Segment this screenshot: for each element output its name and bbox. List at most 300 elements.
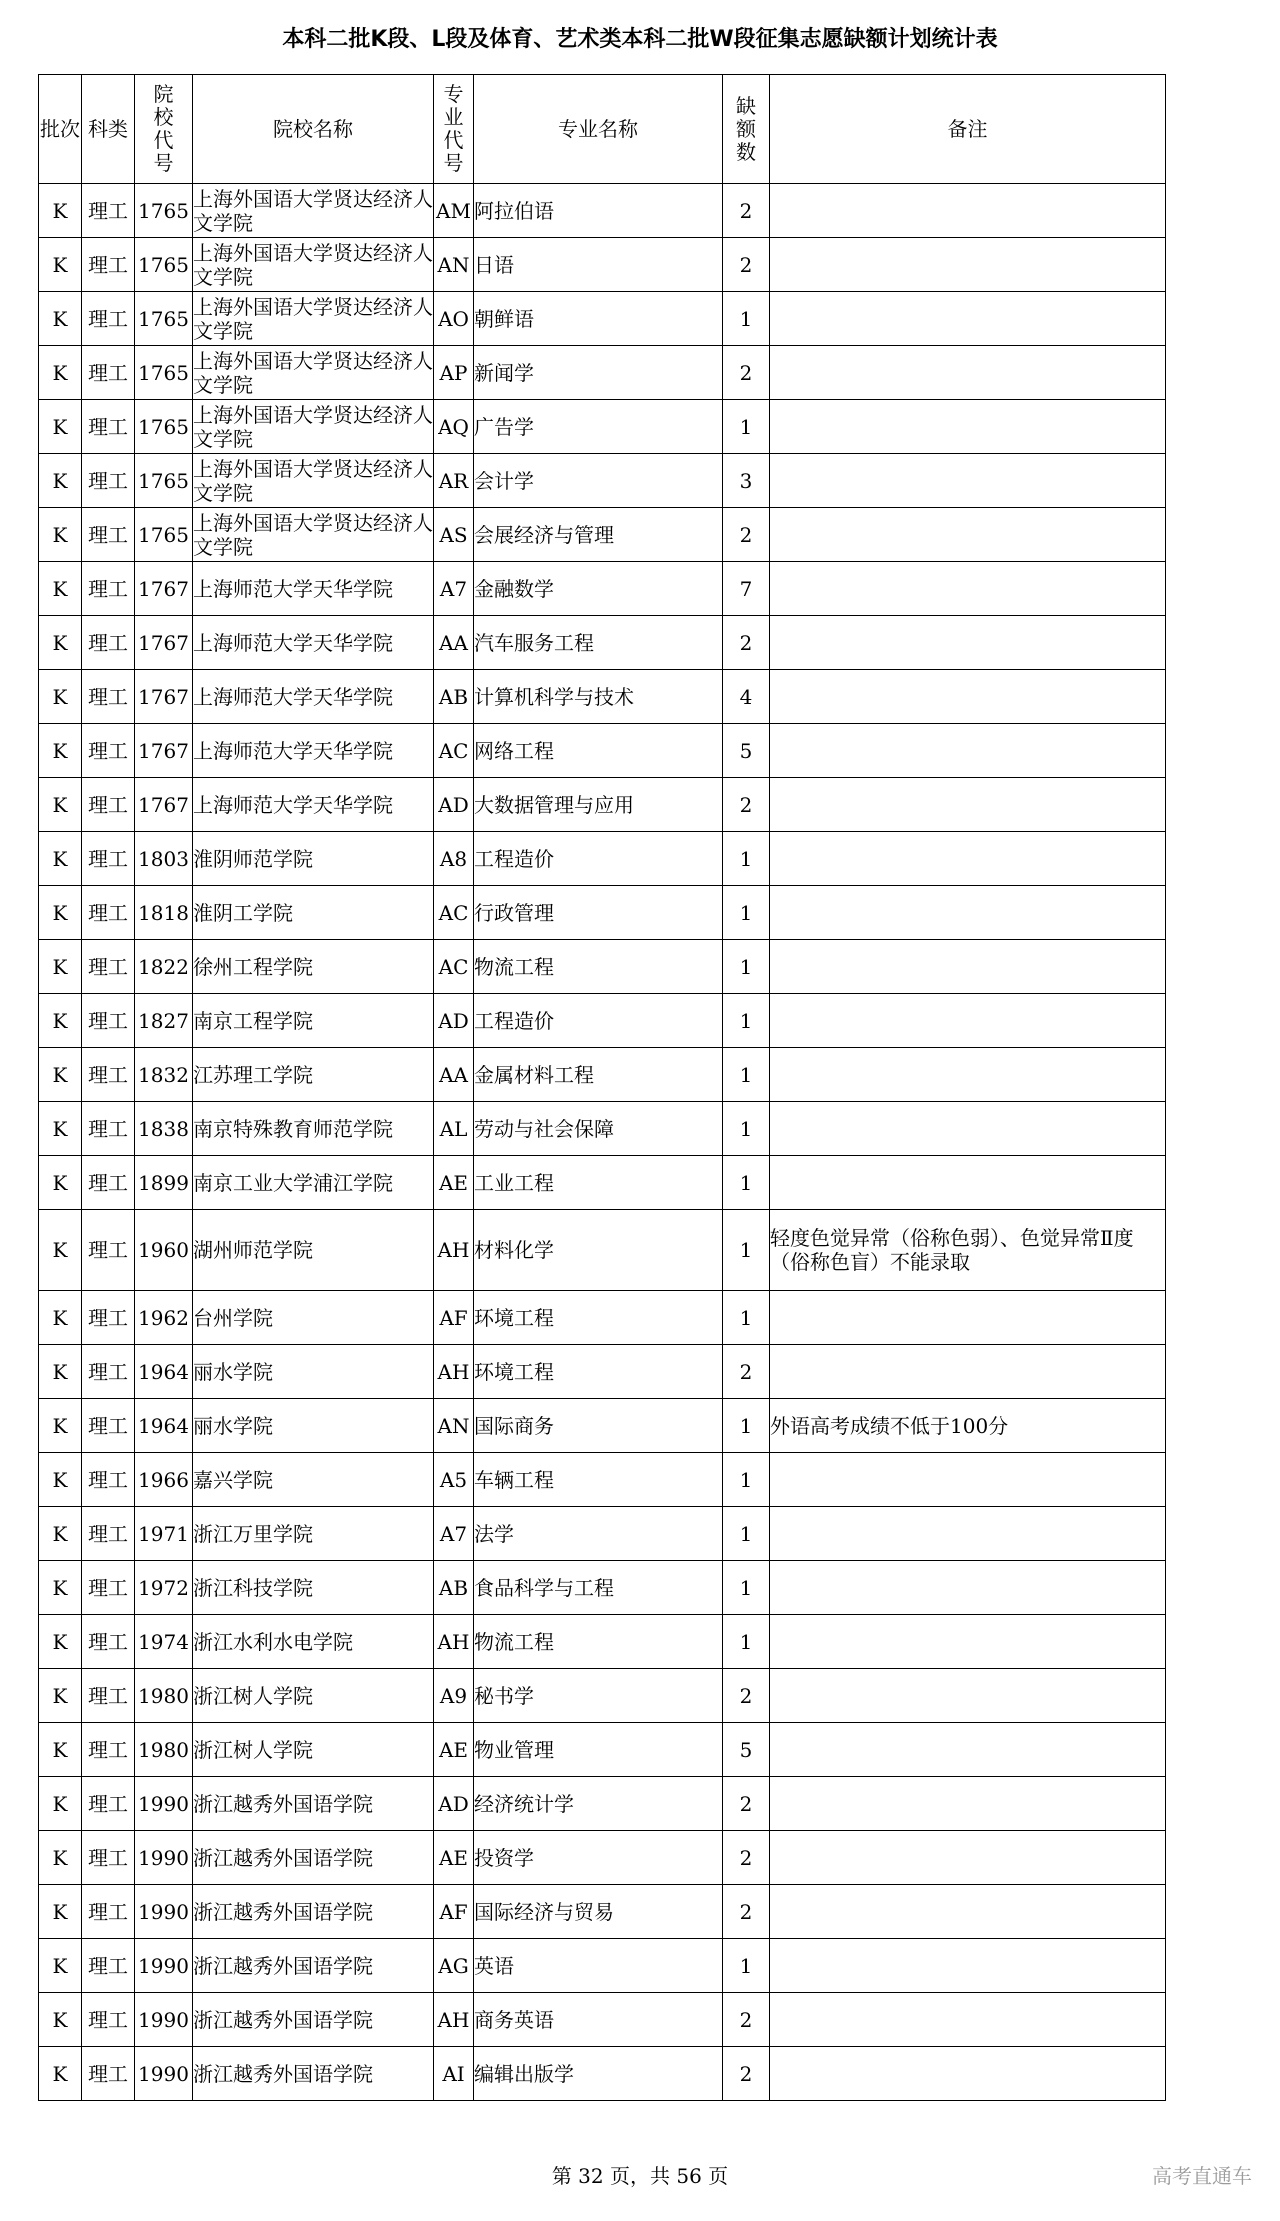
cell-major-name: 会计学 [474,454,723,508]
cell-school-code: 1767 [135,724,193,778]
table-row [39,724,1166,778]
cell-vacancy: 2 [723,508,770,562]
cell-major-code: AN [434,238,474,292]
cell-school-name: 浙江越秀外国语学院 [193,1993,434,2047]
cell-vacancy: 1 [723,1507,770,1561]
table-row [39,1102,1166,1156]
cell-category: 理工 [82,1048,135,1102]
table-header-row [39,75,1166,184]
cell-batch: K [39,1291,82,1345]
watermark: 高考直通车 [1152,2164,1252,2188]
cell-category: 理工 [82,1156,135,1210]
cell-category: 理工 [82,1291,135,1345]
cell-school-name: 湖州师范学院 [193,1210,434,1291]
cell-major-name: 朝鲜语 [474,292,723,346]
cell-batch: K [39,1561,82,1615]
cell-school-code: 1765 [135,454,193,508]
cell-remark [770,886,1166,940]
cell-major-name: 国际经济与贸易 [474,1885,723,1939]
cell-school-code: 1803 [135,832,193,886]
cell-category: 理工 [82,1102,135,1156]
cell-category: 理工 [82,670,135,724]
cell-school-name: 丽水学院 [193,1345,434,1399]
cell-category: 理工 [82,1669,135,1723]
cell-school-name: 上海外国语大学贤达经济人文学院 [193,508,434,562]
cell-major-code: AB [434,1561,474,1615]
cell-batch: K [39,184,82,238]
cell-vacancy: 2 [723,616,770,670]
table-row [39,1399,1166,1453]
header-category: 科类 [82,75,135,184]
table-row [39,832,1166,886]
cell-school-name: 上海外国语大学贤达经济人文学院 [193,238,434,292]
cell-vacancy: 1 [723,1939,770,1993]
cell-remark [770,670,1166,724]
cell-major-code: AC [434,886,474,940]
cell-major-name: 环境工程 [474,1291,723,1345]
cell-vacancy: 2 [723,2047,770,2101]
cell-school-code: 1990 [135,1993,193,2047]
table-row [39,1615,1166,1669]
cell-remark [770,1939,1166,1993]
cell-batch: K [39,724,82,778]
table-row [39,292,1166,346]
table-row [39,1831,1166,1885]
cell-remark: 轻度色觉异常（俗称色弱）、色觉异常Ⅱ度（俗称色盲）不能录取 [770,1210,1166,1291]
table-row [39,1507,1166,1561]
cell-school-name: 上海外国语大学贤达经济人文学院 [193,454,434,508]
cell-vacancy: 1 [723,1102,770,1156]
cell-category: 理工 [82,994,135,1048]
cell-remark [770,238,1166,292]
cell-category: 理工 [82,1561,135,1615]
cell-category: 理工 [82,292,135,346]
cell-major-name: 大数据管理与应用 [474,778,723,832]
cell-batch: K [39,2047,82,2101]
table-row [39,562,1166,616]
cell-major-code: AN [434,1399,474,1453]
cell-remark [770,724,1166,778]
cell-major-code: AD [434,994,474,1048]
cell-school-name: 上海师范大学天华学院 [193,724,434,778]
cell-remark [770,616,1166,670]
cell-major-code: AL [434,1102,474,1156]
cell-school-code: 1980 [135,1669,193,1723]
cell-school-code: 1827 [135,994,193,1048]
cell-batch: K [39,940,82,994]
cell-school-name: 上海外国语大学贤达经济人文学院 [193,346,434,400]
cell-batch: K [39,454,82,508]
cell-school-code: 1971 [135,1507,193,1561]
cell-major-code: AM [434,184,474,238]
table-row [39,1993,1166,2047]
cell-category: 理工 [82,1345,135,1399]
cell-batch: K [39,616,82,670]
cell-school-code: 1765 [135,292,193,346]
table-row [39,1939,1166,1993]
cell-batch: K [39,1669,82,1723]
cell-school-code: 1964 [135,1399,193,1453]
cell-remark [770,1048,1166,1102]
cell-category: 理工 [82,1939,135,1993]
cell-batch: K [39,670,82,724]
cell-major-name: 劳动与社会保障 [474,1102,723,1156]
cell-school-name: 南京特殊教育师范学院 [193,1102,434,1156]
cell-school-name: 浙江树人学院 [193,1723,434,1777]
cell-school-name: 南京工业大学浦江学院 [193,1156,434,1210]
cell-category: 理工 [82,1399,135,1453]
cell-remark [770,1156,1166,1210]
cell-remark [770,1723,1166,1777]
cell-school-name: 徐州工程学院 [193,940,434,994]
cell-remark [770,346,1166,400]
cell-vacancy: 2 [723,1669,770,1723]
cell-vacancy: 1 [723,1561,770,1615]
header-school-name: 院校名称 [193,75,434,184]
cell-vacancy: 1 [723,1048,770,1102]
cell-vacancy: 1 [723,1156,770,1210]
cell-major-name: 编辑出版学 [474,2047,723,2101]
cell-remark [770,400,1166,454]
cell-school-code: 1962 [135,1291,193,1345]
cell-major-code: AH [434,1210,474,1291]
cell-major-name: 秘书学 [474,1669,723,1723]
cell-vacancy: 7 [723,562,770,616]
cell-remark [770,2047,1166,2101]
cell-major-name: 物业管理 [474,1723,723,1777]
cell-vacancy: 1 [723,1210,770,1291]
cell-remark [770,454,1166,508]
cell-remark [770,1669,1166,1723]
table-body [39,184,1166,2101]
cell-major-code: A7 [434,562,474,616]
cell-batch: K [39,1210,82,1291]
cell-major-name: 阿拉伯语 [474,184,723,238]
cell-school-code: 1990 [135,1885,193,1939]
cell-major-code: AP [434,346,474,400]
cell-school-code: 1832 [135,1048,193,1102]
cell-vacancy: 5 [723,724,770,778]
cell-batch: K [39,1831,82,1885]
cell-batch: K [39,1102,82,1156]
cell-major-code: AE [434,1831,474,1885]
cell-major-code: AC [434,724,474,778]
cell-category: 理工 [82,1507,135,1561]
cell-remark [770,1291,1166,1345]
cell-batch: K [39,1615,82,1669]
cell-category: 理工 [82,1453,135,1507]
cell-major-name: 经济统计学 [474,1777,723,1831]
table-row [39,400,1166,454]
table-row [39,616,1166,670]
cell-batch: K [39,1048,82,1102]
cell-major-name: 环境工程 [474,1345,723,1399]
cell-major-code: AF [434,1291,474,1345]
cell-school-code: 1767 [135,616,193,670]
cell-school-name: 上海师范大学天华学院 [193,616,434,670]
cell-major-name: 物流工程 [474,1615,723,1669]
cell-school-name: 浙江水利水电学院 [193,1615,434,1669]
cell-batch: K [39,1345,82,1399]
cell-school-name: 浙江树人学院 [193,1669,434,1723]
header-remark: 备注 [770,75,1166,184]
cell-vacancy: 2 [723,1831,770,1885]
table-row [39,2047,1166,2101]
cell-major-name: 金属材料工程 [474,1048,723,1102]
cell-remark [770,1615,1166,1669]
cell-major-code: AQ [434,400,474,454]
cell-remark [770,1885,1166,1939]
cell-major-name: 工程造价 [474,994,723,1048]
cell-batch: K [39,1453,82,1507]
cell-major-name: 汽车服务工程 [474,616,723,670]
cell-vacancy: 1 [723,832,770,886]
cell-category: 理工 [82,832,135,886]
table-row [39,1777,1166,1831]
cell-batch: K [39,1399,82,1453]
cell-vacancy: 1 [723,886,770,940]
cell-school-code: 1818 [135,886,193,940]
cell-school-code: 1765 [135,400,193,454]
cell-major-code: AG [434,1939,474,1993]
cell-category: 理工 [82,1210,135,1291]
cell-category: 理工 [82,184,135,238]
cell-school-code: 1990 [135,2047,193,2101]
cell-school-name: 浙江越秀外国语学院 [193,2047,434,2101]
cell-school-code: 1964 [135,1345,193,1399]
cell-school-code: 1765 [135,184,193,238]
cell-school-name: 江苏理工学院 [193,1048,434,1102]
cell-vacancy: 1 [723,1615,770,1669]
cell-remark [770,832,1166,886]
cell-category: 理工 [82,2047,135,2101]
cell-school-code: 1765 [135,238,193,292]
cell-vacancy: 2 [723,1993,770,2047]
cell-batch: K [39,1777,82,1831]
table-row [39,994,1166,1048]
cell-category: 理工 [82,616,135,670]
cell-school-code: 1990 [135,1831,193,1885]
cell-school-code: 1822 [135,940,193,994]
cell-remark [770,1453,1166,1507]
header-major-code: 专业代号 [434,75,474,184]
table-row [39,1453,1166,1507]
cell-remark [770,292,1166,346]
cell-vacancy: 2 [723,1345,770,1399]
cell-remark [770,562,1166,616]
cell-major-name: 日语 [474,238,723,292]
cell-school-code: 1974 [135,1615,193,1669]
cell-vacancy: 2 [723,778,770,832]
cell-school-code: 1765 [135,346,193,400]
cell-major-code: A7 [434,1507,474,1561]
cell-major-name: 英语 [474,1939,723,1993]
cell-vacancy: 1 [723,1453,770,1507]
cell-category: 理工 [82,346,135,400]
cell-major-code: AD [434,778,474,832]
table-row [39,508,1166,562]
cell-vacancy: 2 [723,346,770,400]
cell-category: 理工 [82,1615,135,1669]
cell-major-name: 车辆工程 [474,1453,723,1507]
cell-vacancy: 3 [723,454,770,508]
cell-vacancy: 2 [723,238,770,292]
cell-major-name: 食品科学与工程 [474,1561,723,1615]
cell-school-name: 台州学院 [193,1291,434,1345]
cell-remark [770,1831,1166,1885]
cell-remark [770,1345,1166,1399]
page-title: 本科二批K段、L段及体育、艺术类本科二批W段征集志愿缺额计划统计表 [282,27,998,52]
cell-school-name: 上海外国语大学贤达经济人文学院 [193,184,434,238]
cell-batch: K [39,1993,82,2047]
table-row [39,184,1166,238]
cell-major-code: AH [434,1345,474,1399]
cell-batch: K [39,400,82,454]
table-row [39,1048,1166,1102]
cell-category: 理工 [82,238,135,292]
cell-major-code: AS [434,508,474,562]
cell-remark [770,508,1166,562]
cell-school-name: 嘉兴学院 [193,1453,434,1507]
table-row [39,1561,1166,1615]
cell-vacancy: 1 [723,994,770,1048]
cell-major-code: AF [434,1885,474,1939]
cell-vacancy: 1 [723,400,770,454]
cell-major-name: 工程造价 [474,832,723,886]
table-row [39,1723,1166,1777]
table-row [39,886,1166,940]
cell-remark [770,1561,1166,1615]
cell-major-code: AH [434,1615,474,1669]
cell-major-code: AI [434,2047,474,2101]
cell-batch: K [39,1723,82,1777]
cell-major-name: 物流工程 [474,940,723,994]
cell-batch: K [39,346,82,400]
cell-school-code: 1980 [135,1723,193,1777]
cell-batch: K [39,1939,82,1993]
cell-major-name: 国际商务 [474,1399,723,1453]
cell-major-name: 网络工程 [474,724,723,778]
table-row [39,1345,1166,1399]
cell-school-code: 1972 [135,1561,193,1615]
cell-category: 理工 [82,1993,135,2047]
cell-batch: K [39,886,82,940]
cell-vacancy: 1 [723,1399,770,1453]
cell-batch: K [39,508,82,562]
cell-vacancy: 2 [723,1885,770,1939]
cell-batch: K [39,1507,82,1561]
cell-major-name: 工业工程 [474,1156,723,1210]
cell-school-code: 1899 [135,1156,193,1210]
cell-school-code: 1960 [135,1210,193,1291]
page-number: 第 32 页，共 56 页 [551,2164,729,2188]
cell-remark [770,1102,1166,1156]
cell-major-code: A5 [434,1453,474,1507]
cell-vacancy: 2 [723,184,770,238]
cell-category: 理工 [82,562,135,616]
header-vacancy: 缺额数 [723,75,770,184]
cell-major-name: 投资学 [474,1831,723,1885]
cell-major-code: A9 [434,1669,474,1723]
table-row [39,1156,1166,1210]
cell-batch: K [39,778,82,832]
cell-category: 理工 [82,1723,135,1777]
cell-school-code: 1767 [135,670,193,724]
cell-vacancy: 1 [723,1291,770,1345]
header-batch: 批次 [39,75,82,184]
cell-school-name: 浙江越秀外国语学院 [193,1831,434,1885]
table-row [39,940,1166,994]
table-row [39,1885,1166,1939]
table-row [39,238,1166,292]
cell-remark [770,1507,1166,1561]
cell-school-code: 1765 [135,508,193,562]
cell-category: 理工 [82,1777,135,1831]
cell-major-code: AH [434,1993,474,2047]
cell-school-code: 1990 [135,1777,193,1831]
cell-vacancy: 1 [723,292,770,346]
cell-major-name: 新闻学 [474,346,723,400]
cell-major-name: 广告学 [474,400,723,454]
cell-school-name: 丽水学院 [193,1399,434,1453]
cell-school-name: 淮阴师范学院 [193,832,434,886]
header-major-name: 专业名称 [474,75,723,184]
cell-vacancy: 4 [723,670,770,724]
cell-major-code: AC [434,940,474,994]
cell-batch: K [39,832,82,886]
cell-school-name: 上海外国语大学贤达经济人文学院 [193,292,434,346]
cell-school-name: 南京工程学院 [193,994,434,1048]
cell-major-name: 计算机科学与技术 [474,670,723,724]
cell-school-name: 上海师范大学天华学院 [193,562,434,616]
cell-vacancy: 2 [723,1777,770,1831]
cell-major-code: AA [434,1048,474,1102]
cell-category: 理工 [82,400,135,454]
cell-major-name: 行政管理 [474,886,723,940]
cell-batch: K [39,292,82,346]
cell-major-code: AO [434,292,474,346]
cell-major-name: 商务英语 [474,1993,723,2047]
table-row [39,1669,1166,1723]
table-row [39,778,1166,832]
vacancy-table [38,74,1166,2101]
cell-major-name: 材料化学 [474,1210,723,1291]
header-school-code: 院校代号 [135,75,193,184]
cell-major-code: A8 [434,832,474,886]
cell-major-code: AA [434,616,474,670]
cell-school-code: 1990 [135,1939,193,1993]
cell-category: 理工 [82,454,135,508]
cell-remark [770,1993,1166,2047]
cell-school-name: 上海外国语大学贤达经济人文学院 [193,400,434,454]
cell-category: 理工 [82,940,135,994]
table-row [39,1291,1166,1345]
cell-school-name: 浙江越秀外国语学院 [193,1885,434,1939]
cell-category: 理工 [82,508,135,562]
cell-major-code: AB [434,670,474,724]
cell-major-code: AE [434,1723,474,1777]
cell-batch: K [39,562,82,616]
cell-school-code: 1767 [135,562,193,616]
cell-school-code: 1767 [135,778,193,832]
cell-category: 理工 [82,778,135,832]
cell-major-name: 金融数学 [474,562,723,616]
cell-batch: K [39,238,82,292]
cell-category: 理工 [82,1831,135,1885]
cell-category: 理工 [82,886,135,940]
cell-batch: K [39,1885,82,1939]
cell-remark [770,778,1166,832]
